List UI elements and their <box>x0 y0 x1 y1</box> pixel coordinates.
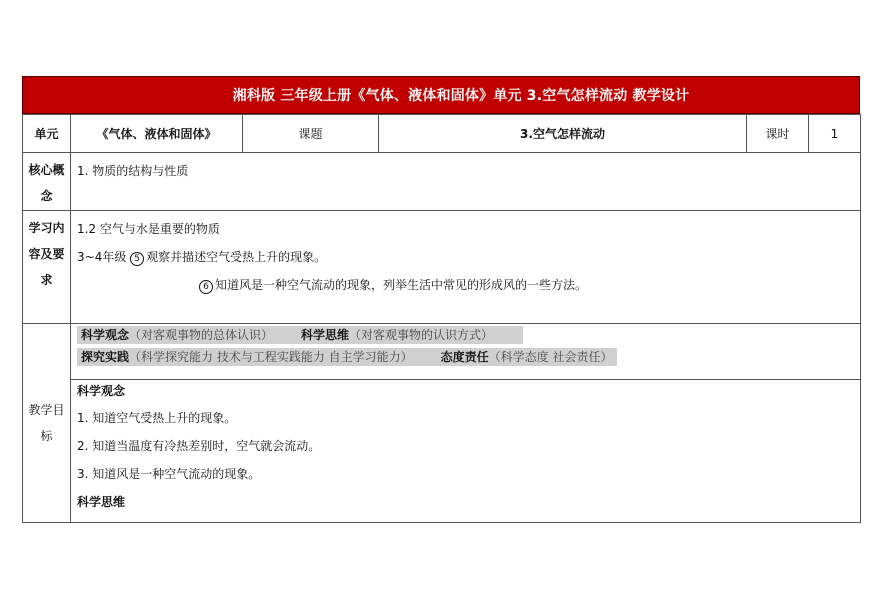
core-concept-label: 核心概念 <box>23 153 71 211</box>
goal-item-2: 2. 知道当温度有冷热差别时，空气就会流动。 <box>77 439 321 453</box>
goals-tags-line2 <box>71 344 860 366</box>
core-concept-row <box>23 153 861 211</box>
learning-content-item6 <box>71 271 860 299</box>
goal-item-1: 1. 知道空气受热上升的现象。 <box>77 411 237 425</box>
goals-tags-row <box>23 324 861 380</box>
topic-label: 课题 <box>243 115 379 153</box>
topic-value: 3.空气怎样流动 <box>379 115 747 153</box>
unit-label: 单元 <box>23 115 71 153</box>
grade-label: 3~4年级 <box>77 250 127 264</box>
core-concept-text: 1. 物质的结构与性质 <box>77 164 189 178</box>
item5-text: 观察并描述空气受热上升的现象。 <box>146 250 327 264</box>
period-value: 1 <box>809 115 861 153</box>
goals-section1-title: 科学观念 <box>77 384 126 398</box>
goals-tags-line1 <box>71 324 860 344</box>
lesson-plan-table <box>22 114 861 523</box>
lesson-plan-banner: 湘科版 三年级上册《气体、液体和固体》单元 3.空气怎样流动 教学设计 <box>22 76 860 114</box>
learning-content-line1: 1.2 空气与水是重要的物质 <box>77 222 220 236</box>
tag-inquiry-practice: 探究实践（科学探究能力 技术与工程实践能力 自主学习能力） 态度责任（科学态度 社会责任） <box>77 348 617 366</box>
tag-science-concept: 科学观念（对客观事物的总体认识） 科学思维（对客观事物的认识方式） <box>77 326 523 344</box>
lesson-plan-page <box>22 76 860 523</box>
unit-value: 《气体、液体和固体》 <box>71 115 243 153</box>
header-row <box>23 115 861 153</box>
goals-content-row <box>23 380 861 523</box>
goal-item-3: 3. 知道风是一种空气流动的现象。 <box>77 467 261 481</box>
learning-content-row <box>23 211 861 324</box>
learning-content-item5 <box>71 243 860 271</box>
circle-number-6: 6 <box>199 280 213 294</box>
learning-content-label: 学习内容及要求 <box>23 211 71 324</box>
goals-section2-title: 科学思维 <box>77 495 126 509</box>
item6-text: 知道风是一种空气流动的现象，列举生活中常见的形成风的一些方法。 <box>215 278 588 292</box>
period-label: 课时 <box>747 115 809 153</box>
circle-number-5: 5 <box>130 252 144 266</box>
goals-label: 教学目标 <box>23 324 71 523</box>
